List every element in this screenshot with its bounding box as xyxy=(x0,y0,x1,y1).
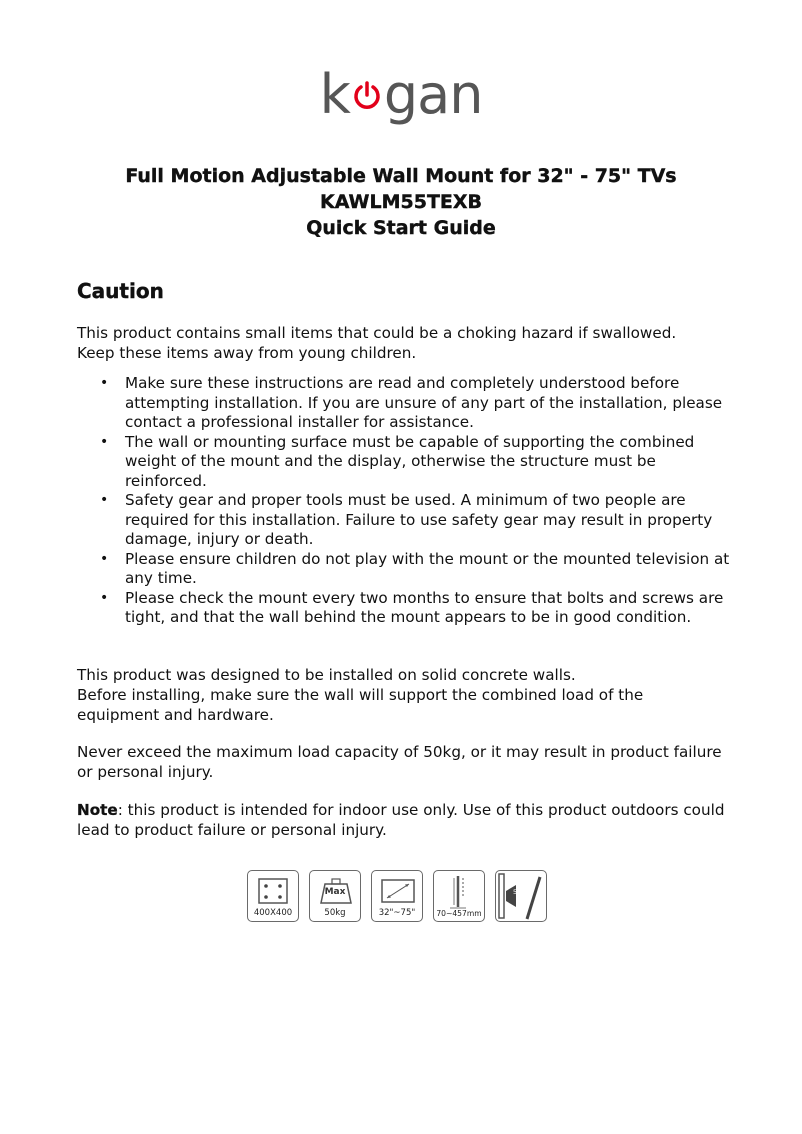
page-title: Full Motion Adjustable Wall Mount for 32" - 75" TVs xyxy=(125,165,677,187)
screen-size-icon xyxy=(371,870,423,922)
title-block xyxy=(0,163,802,241)
vesa-size: 400X400 xyxy=(253,908,293,918)
spec-icons xyxy=(247,870,547,926)
note-text: : this product is intended for indoor use only. Use of this product outdoors could lead to product failure or personal injury. xyxy=(77,801,725,839)
logo-prefix: k xyxy=(319,63,350,126)
wall-distance-icon xyxy=(433,870,485,922)
load-warning: Never exceed the maximum load capacity of 50kg, or it may result in product failure or personal injury. xyxy=(77,743,722,781)
kogan-logo xyxy=(0,63,802,138)
tilt-down-value: 12° xyxy=(516,897,528,905)
wall-distance-value: 70~457mm xyxy=(436,909,482,918)
note-label: Note xyxy=(77,801,118,819)
guide-subtitle: Quick Start Guide xyxy=(306,217,496,239)
choking-warning xyxy=(77,323,737,363)
choking-line-2: Keep these items away from young children. xyxy=(77,344,417,362)
concrete-wall-notice xyxy=(77,665,717,725)
choking-line-1: This product contains small items that could be a choking hazard if swallowed. xyxy=(77,324,677,342)
tilt-up-value: 5° xyxy=(513,888,521,896)
max-label: Max xyxy=(324,887,346,897)
vesa-icon xyxy=(247,870,299,922)
caution-heading: Caution xyxy=(77,279,164,303)
power-icon xyxy=(352,79,382,113)
concrete-line-1: This product was designed to be installed on solid concrete walls. xyxy=(77,666,576,684)
list-item: • Make sure these instructions are read and completely understood before attempting installation. If you are unsure of any part of the installation, please contact a professional installer for assistance. xyxy=(100,374,730,433)
tilt-icon xyxy=(495,870,547,922)
model-number: KAWLM55TEXB xyxy=(319,191,483,213)
screen-size-value: 32"~75" xyxy=(378,908,416,918)
concrete-line-2: Before installing, make sure the wall will support the combined load of the equipment and hardware. xyxy=(77,686,644,724)
list-item: • Please check the mount every two months to ensure that bolts and screws are tight, and that the wall behind the mount appears to be in good condition. xyxy=(100,589,730,628)
max-load-icon xyxy=(309,870,361,922)
list-item: • The wall or mounting surface must be capable of supporting the combined weight of the mount and the display, otherwise the structure must be reinforced. xyxy=(100,433,730,492)
indoor-note xyxy=(77,800,737,840)
list-item: • Please ensure children do not play with the mount or the mounted television at any time. xyxy=(100,550,730,589)
logo-suffix: gan xyxy=(383,63,483,126)
max-load-value: 50kg xyxy=(324,908,346,918)
list-item: • Safety gear and proper tools must be used. A minimum of two people are required for this installation. Failure to use safety gear may result in property damage, injury or death. xyxy=(100,491,730,550)
safety-list xyxy=(100,374,730,628)
